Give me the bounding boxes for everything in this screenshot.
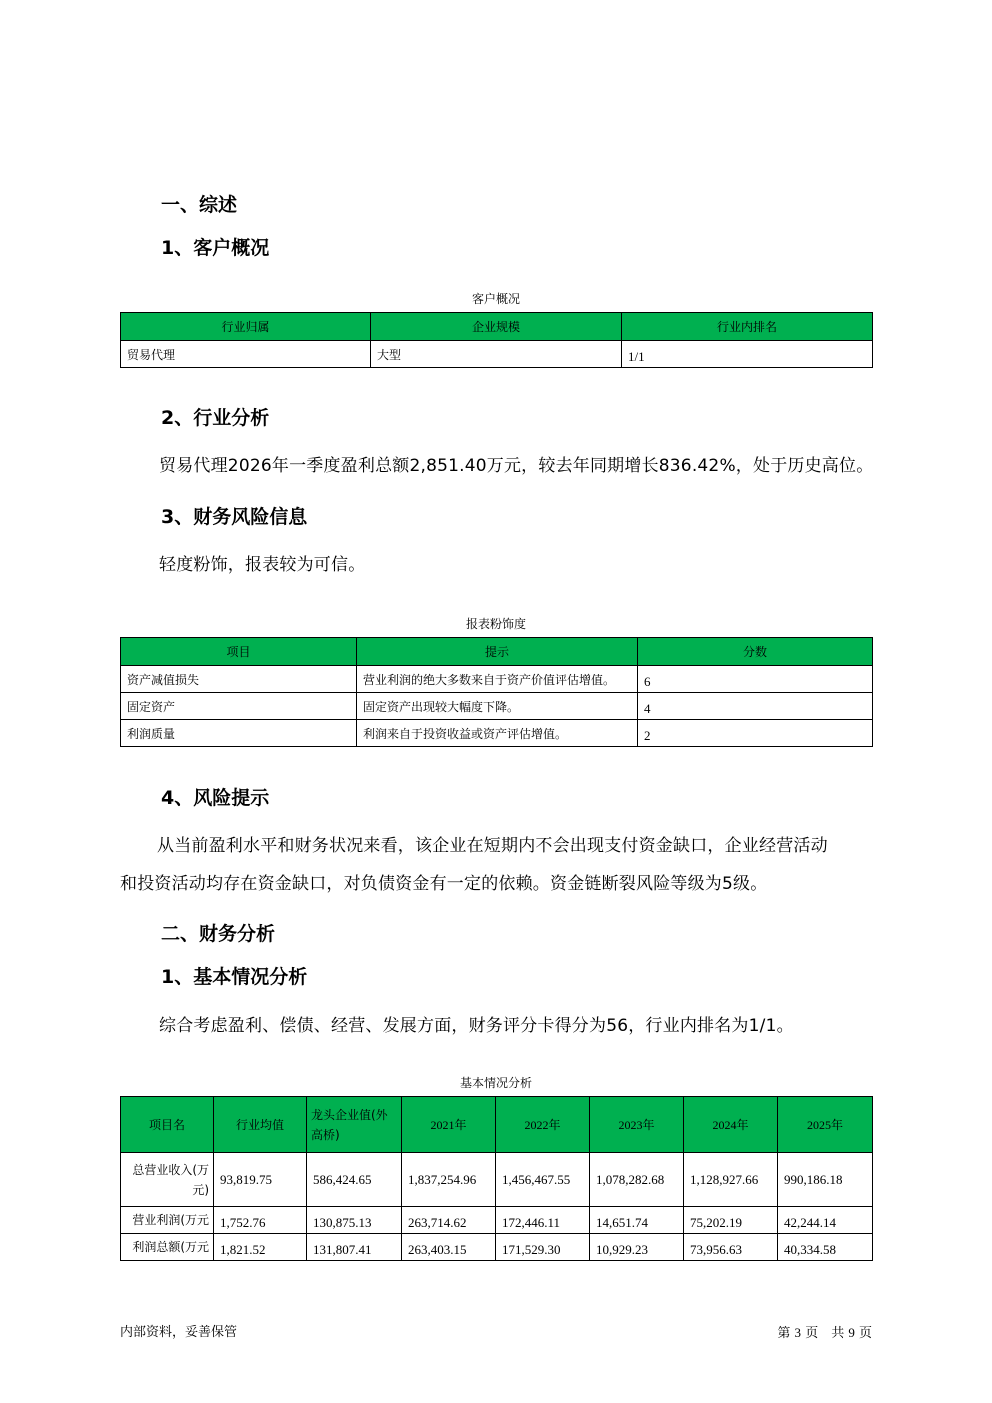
table-caption: 基本情况分析	[459, 1076, 532, 1090]
column-header: 2021年	[402, 1097, 496, 1153]
table-header-row	[121, 313, 873, 341]
table-cell: 14,651.74	[590, 1207, 684, 1234]
paragraph: 轻度粉饰，报表较为可信。	[159, 555, 366, 575]
section-heading: 一、综述	[161, 194, 238, 216]
footer-note: 内部资料，妥善保管	[120, 1325, 238, 1340]
table-header-row	[121, 638, 873, 666]
table-cell: 130,875.13	[307, 1207, 402, 1234]
table-cell: 263,714.62	[402, 1207, 496, 1234]
table-row	[121, 341, 873, 368]
section-heading: 二、财务分析	[161, 923, 276, 945]
table-row	[121, 1153, 873, 1207]
column-header: 提示	[357, 638, 638, 666]
page-suffix: 页	[858, 1326, 872, 1341]
paragraph-line: 从当前盈利水平和财务状况来看，该企业在短期内不会出现支付资金缺口，企业经营活动	[157, 836, 828, 856]
table-header-row	[121, 1097, 873, 1153]
column-header: 行业均值	[214, 1097, 307, 1153]
page-total: 9	[848, 1325, 855, 1340]
table-cell: 10,929.23	[590, 1234, 684, 1261]
paragraph: 综合考虑盈利、偿债、经营、发展方面，财务评分卡得分为56，行业内排名为1/1。	[159, 1016, 794, 1036]
table-cell: 990,186.18	[778, 1153, 873, 1207]
table-row	[121, 1234, 873, 1261]
page-current: 3	[794, 1325, 802, 1340]
table-row	[121, 1207, 873, 1234]
table-cell: 1,821.52	[214, 1234, 307, 1261]
table-cell: 40,334.58	[778, 1234, 873, 1261]
subsection-heading: 3、财务风险信息	[161, 506, 308, 528]
table-caption: 报表粉饰度	[465, 617, 526, 631]
table-cell: 172,446.11	[496, 1207, 590, 1234]
table-cell: 263,403.15	[402, 1234, 496, 1261]
table-cell: 6	[638, 666, 873, 693]
table-cell: 营业利润的绝大多数来自于资产价值评估增值。	[357, 666, 638, 693]
page-number	[777, 1325, 872, 1342]
table-cell: 1/1	[622, 341, 873, 368]
column-header: 行业归属	[121, 313, 371, 341]
column-header: 项目名	[121, 1097, 214, 1153]
table-row	[121, 720, 873, 747]
column-header: 行业内排名	[622, 313, 873, 341]
table-row	[121, 693, 873, 720]
table-cell: 营业利润(万元	[121, 1207, 214, 1234]
table-cell: 利润来自于投资收益或资产评估增值。	[357, 720, 638, 747]
table-cell: 利润质量	[121, 720, 357, 747]
customer-overview-table	[120, 312, 873, 368]
table-cell: 1,456,467.55	[496, 1153, 590, 1207]
table-cell: 75,202.19	[684, 1207, 778, 1234]
subsection-heading: 1、基本情况分析	[161, 966, 308, 988]
column-header: 2025年	[778, 1097, 873, 1153]
table-cell: 93,819.75	[214, 1153, 307, 1207]
table-cell: 大型	[371, 341, 622, 368]
table-cell: 固定资产出现较大幅度下降。	[357, 693, 638, 720]
report-embellishment-table	[120, 637, 873, 747]
table-cell: 2	[638, 720, 873, 747]
table-cell: 1,128,927.66	[684, 1153, 778, 1207]
column-header: 2023年	[590, 1097, 684, 1153]
paragraph: 贸易代理2026年一季度盈利总额2,851.40万元，较去年同期增长836.42%，处于历史高位。	[159, 456, 874, 476]
table-cell: 贸易代理	[121, 341, 371, 368]
table-cell: 586,424.65	[307, 1153, 402, 1207]
table-cell: 资产减值损失	[121, 666, 357, 693]
paragraph-line: 和投资活动均存在资金缺口，对负债资金有一定的依赖。资金链断裂风险等级为5级。	[120, 874, 768, 894]
table-cell: 总营业收入(万元)	[121, 1153, 214, 1207]
table-cell: 73,956.63	[684, 1234, 778, 1261]
table-cell: 利润总额(万元	[121, 1234, 214, 1261]
column-header: 企业规模	[371, 313, 622, 341]
page-prefix: 第	[777, 1326, 791, 1341]
column-header: 分数	[638, 638, 873, 666]
table-cell: 固定资产	[121, 693, 357, 720]
column-header: 项目	[121, 638, 357, 666]
table-cell: 1,837,254.96	[402, 1153, 496, 1207]
table-cell: 171,529.30	[496, 1234, 590, 1261]
column-header: 2024年	[684, 1097, 778, 1153]
table-cell: 4	[638, 693, 873, 720]
subsection-heading: 4、风险提示	[161, 787, 270, 809]
subsection-heading: 2、行业分析	[161, 407, 270, 429]
table-cell: 1,752.76	[214, 1207, 307, 1234]
subsection-heading: 1、客户概况	[161, 237, 270, 259]
table-cell: 131,807.41	[307, 1234, 402, 1261]
page-mid: 页 共	[805, 1326, 845, 1341]
basic-analysis-table	[120, 1096, 873, 1261]
column-header: 龙头企业值(外高桥)	[307, 1097, 402, 1153]
column-header: 2022年	[496, 1097, 590, 1153]
table-cell: 42,244.14	[778, 1207, 873, 1234]
table-row	[121, 666, 873, 693]
table-caption: 客户概况	[471, 292, 520, 306]
table-cell: 1,078,282.68	[590, 1153, 684, 1207]
